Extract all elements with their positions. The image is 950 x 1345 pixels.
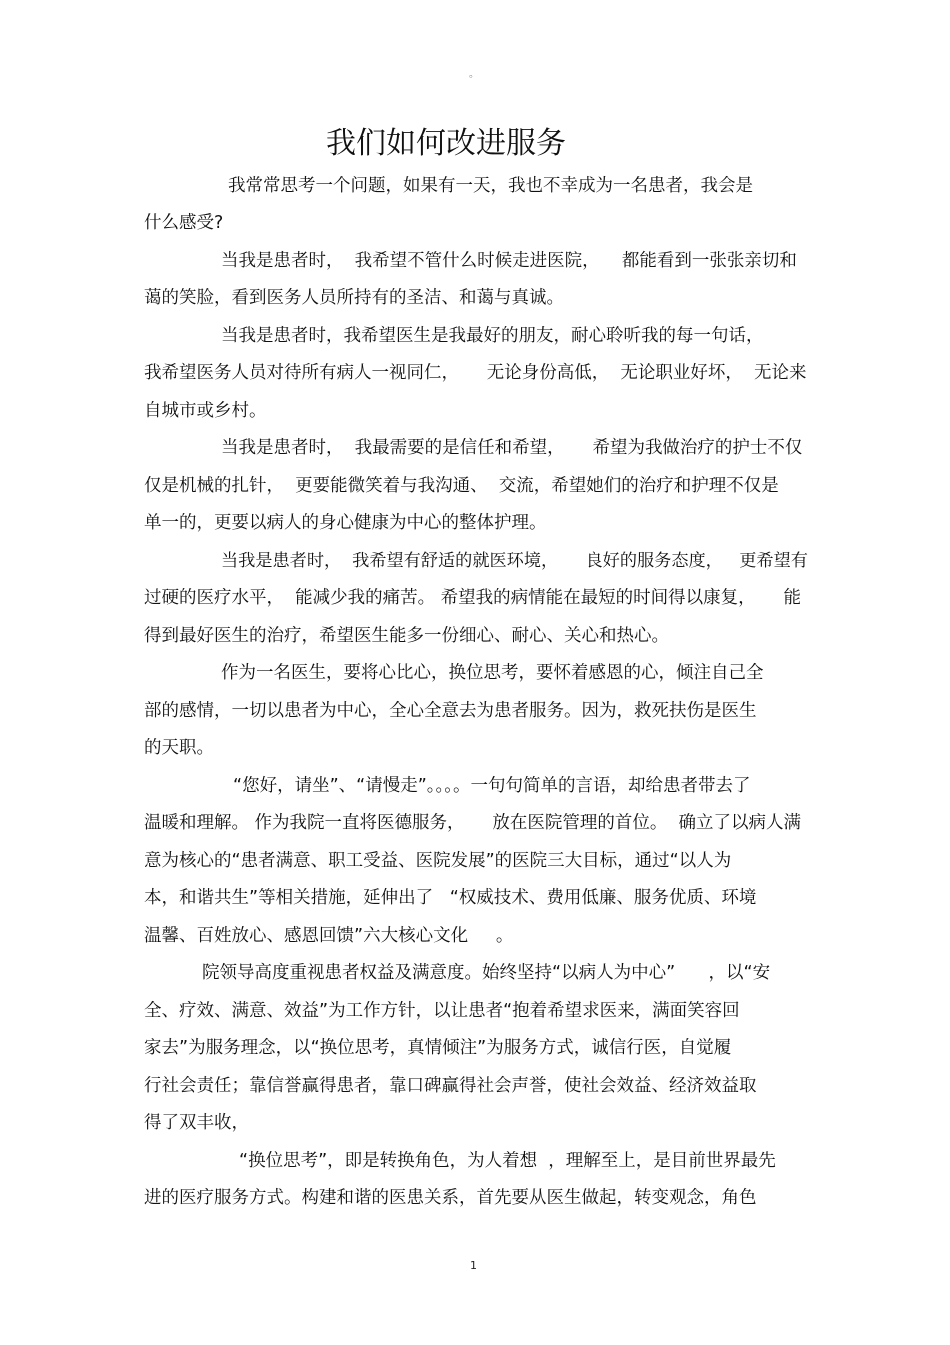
text-line: 得到最好医生的治疗，希望医生能多一份细心、耐心、关心和热心。 [144, 626, 669, 646]
text-line: 温馨、百姓放心、感恩回馈”六大核心文化 。 [144, 926, 514, 946]
text-line: 行社会责任；靠信誉赢得患者，靠口碑赢得社会声誉，使社会效益、经济效益取 [144, 1076, 757, 1096]
text-line: 我常常思考一个问题，如果有一天，我也不幸成为一名患者，我会是 [228, 176, 753, 196]
text-line: 本，和谐共生”等相关措施，延伸出了 “权威技术、费用低廉、服务优质、环境 [144, 888, 757, 908]
text-line: 蔼的笑脸，看到医务人员所持有的圣洁、和蔼与真诚。 [144, 288, 564, 308]
text-line: 我希望医务人员对待所有病人一视同仁， 无论身份高低， 无论职业好坏， 无论来 [144, 363, 807, 383]
text-line: 部的感情，一切以患者为中心，全心全意去为患者服务。因为，救死扶伤是医生 [144, 701, 757, 721]
text-line: 当我是患者时， 我最需要的是信任和希望， 希望为我做治疗的护士不仅 [221, 438, 803, 458]
text-line: 进的医疗服务方式。构建和谐的医患关系，首先要从医生做起，转变观念，角色 [144, 1188, 757, 1208]
header-mark: 。 [469, 69, 479, 80]
page-number: 1 [470, 1259, 477, 1272]
text-line: “换位思考”，即是转换角色，为人着想 ，理解至上，是目前世界最先 [239, 1151, 776, 1171]
text-line: 的天职。 [144, 738, 214, 758]
text-line: 温暖和理解。 作为我院一直将医德服务， 放在医院管理的首位。 确立了以病人满 [144, 813, 801, 833]
text-line: 院领导高度重视患者权益及满意度。始终坚持“以病人为中心” ，以“安 [202, 963, 771, 983]
text-line: 自城市或乡村。 [144, 401, 267, 421]
text-line: “您好，请坐”、“请慢走”。。。。一句句简单的言语，却给患者带去了 [233, 776, 751, 796]
text-line: 什么感受? [144, 213, 224, 233]
text-line: 得了双丰收， [144, 1113, 249, 1133]
text-line: 作为一名医生，要将心比心，换位思考，要怀着感恩的心，倾注自己全 [221, 663, 764, 683]
text-line: 家去”为服务理念，以“换位思考，真情倾注”为服务方式，诚信行医，自觉履 [144, 1038, 732, 1058]
text-line: 过硬的医疗水平， 能减少我的痛苦。 希望我的病情能在最短的时间得以康复， 能 [144, 588, 801, 608]
text-line: 单一的，更要以病人的身心健康为中心的整体护理。 [144, 513, 547, 533]
text-line: 仅是机械的扎针， 更要能微笑着与我沟通、 交流，希望她们的治疗和护理不仅是 [144, 476, 779, 496]
text-line: 当我是患者时， 我希望不管什么时候走进医院， 都能看到一张张亲切和 [221, 251, 797, 271]
text-line: 当我是患者时，我希望医生是我最好的朋友，耐心聆听我的每一句话， [221, 326, 764, 346]
text-line: 当我是患者时， 我希望有舒适的就医环境， 良好的服务态度， 更希望有 [221, 551, 808, 571]
page-title: 我们如何改进服务 [326, 126, 566, 161]
text-line: 全、疗效、满意、效益”为工作方针，以让患者“抱着希望求医来，满面笑容回 [144, 1001, 740, 1021]
text-line: 意为核心的“患者满意、职工受益、医院发展”的医院三大目标，通过“以人为 [144, 851, 732, 871]
